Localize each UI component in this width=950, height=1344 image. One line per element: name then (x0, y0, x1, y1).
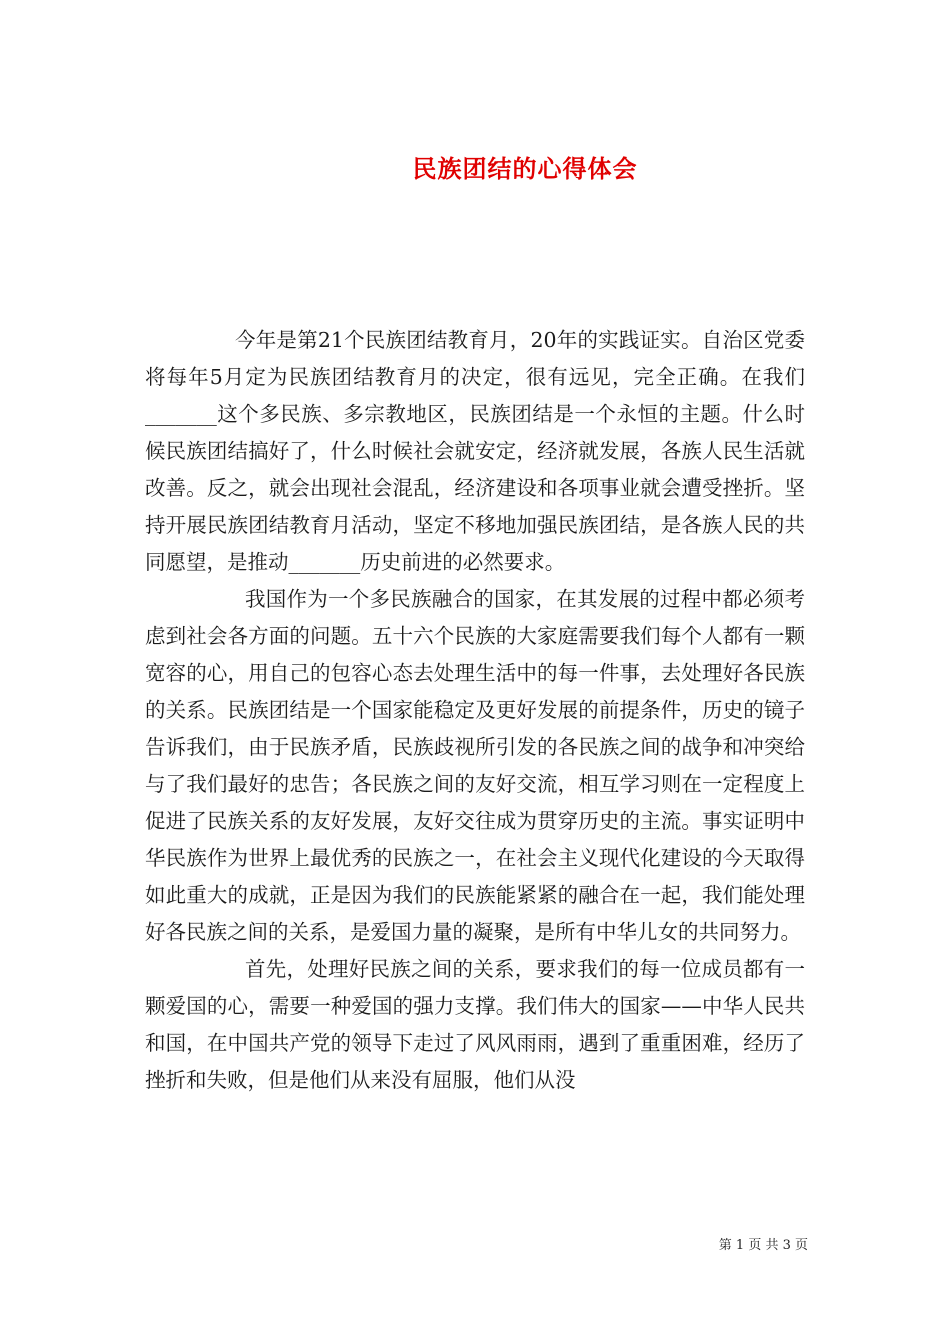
document-body (145, 322, 805, 1099)
paragraph-2: 我国作为一个多民族融合的国家，在其发展的过程中都必须考虑到社会各方面的问题。五十六个民族的大家庭需要我们每个人都有一颗宽容的心，用自己的包容心态去处理生活中的每一件事，去处理好各民族的关系。民族团结是一个国家能稳定及更好发展的前提条件，历史的镜子告诉我们，由于民族矛盾，民族歧视所引发的各民族之间的战争和冲突给与了我们最好的忠告；各民族之间的友好交流，相互学习则在一定程度上促进了民族关系的友好发展，友好交往成为贯穿历史的主流。事实证明中华民族作为世界上最优秀的民族之一，在社会主义现代化建设的今天取得如此重大的成就，正是因为我们的民族能紧紧的融合在一起，我们能处理好各民族之间的关系，是爱国力量的凝聚，是所有中华儿女的共同努力。 (145, 587, 805, 944)
paragraph-1: 今年是第21个民族团结教育月，20年的实践证实。自治区党委将每年5月定为民族团结教育月的决定，很有远见，完全正确。在我们_______这个多民族、多宗教地区，民族团结是一个永恒的主题。什么时候民族团结搞好了，什么时候社会就安定，经济就发展，各族人民生活就改善。反之，就会出现社会混乱，经济建设和各项事业就会遭受挫折。坚持开展民族团结教育月活动，坚定不移地加强民族团结，是各族人民的共同愿望，是推动_______历史前进的必然要求。 (145, 328, 805, 574)
page-title: 民族团结的心得体会 (412, 154, 638, 184)
page-number-footer: 第 1 页 共 3 页 (718, 1238, 808, 1253)
paragraph-3: 首先，处理好民族之间的关系，要求我们的每一位成员都有一颗爱国的心，需要一种爱国的强力支撑。我们伟大的国家——中华人民共和国，在中国共产党的领导下走过了风风雨雨，遇到了重重困难，经历了挫折和失败，但是他们从来没有屈服，他们从没 (145, 957, 805, 1092)
